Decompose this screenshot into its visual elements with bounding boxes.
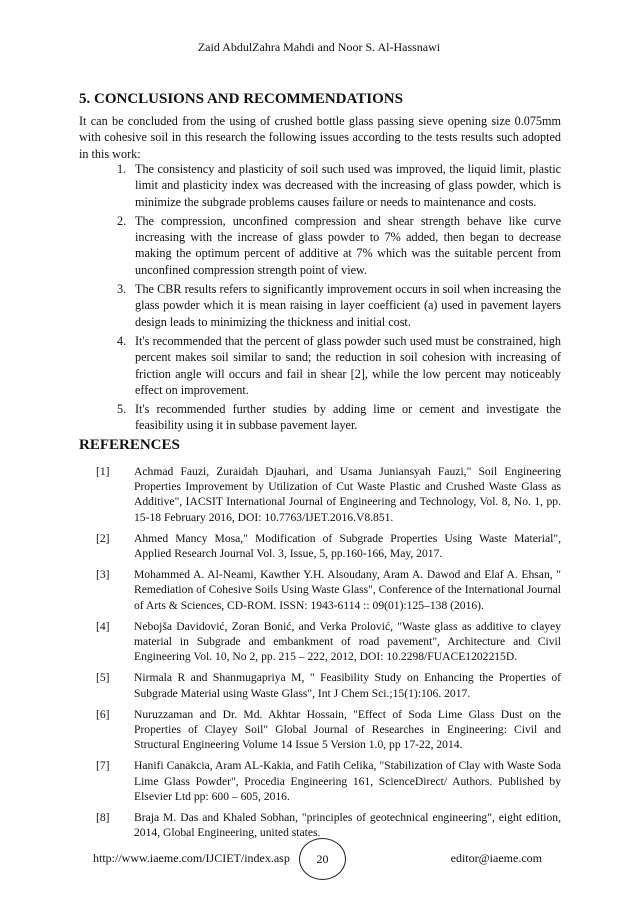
reference-item xyxy=(96,619,561,665)
section-heading-conclusions: 5. CONCLUSIONS AND RECOMMENDATIONS xyxy=(79,91,403,107)
conclusion-item xyxy=(117,213,561,278)
reference-text: Nuruzzaman and Dr. Md. Akhtar Hossain, "Effect of Soda Lime Glass Dust on the Properties of Clayey Soil" Global Journal of Researches in Engineering: Civil and Structural Engineering Volume 14 Issue 5 Version 1.0, pp 17-22, 2014. xyxy=(134,707,561,752)
journal-url-link[interactable]: http://www.iaeme.com/IJCIET/index.asp xyxy=(93,851,290,865)
reference-number: [6] xyxy=(96,707,110,721)
reference-item xyxy=(96,707,561,753)
conclusions-intro-paragraph: It can be concluded from the using of crushed bottle glass passing sieve opening size 0.075mm with cohesive soil in this research the following issues according to the tests results such adopted in this work: xyxy=(79,114,561,161)
reference-text: Mohammed A. Al-Neami, Kawther Y.H. Alsoudany, Aram A. Dawod and Elaf A. Ehsan, " Remediation of Cohesive Soils Using Waste Glass", Conference of the International Journal of Arts & Sciences, CD-ROM. ISSN: 1943-6114 :: 09(01):125–138 (2016). xyxy=(134,568,561,612)
conclusion-item xyxy=(117,333,561,398)
reference-item xyxy=(96,758,561,804)
reference-text: Ahmed Mancy Mosa," Modification of Subgrade Properties Using Waste Material", Applied Research Journal Vol. 3, Issue, 5, pp.160-166, May, 2017. xyxy=(134,531,561,561)
conclusion-text: The CBR results refers to significantly improvement occurs in soil when increasing the glass powder which it is mean raising in layer coefficient (a) used in pavement layers design leads to minimizing the thickness and initial cost. xyxy=(135,282,561,329)
reference-number: [2] xyxy=(96,531,110,545)
reference-number: [8] xyxy=(96,811,110,825)
reference-text: Achmad Fauzi, Zuraidah Djauhari, and Usama Juniansyah Fauzi," Soil Engineering Properties Improvement by Utilization of Cut Waste Plastic and Crushed Waste Glass as Additive", IACSIT International Journal of Engineering and Technology, Vol. 8, No. 1, pp. 15-18 February 2016, DOI: 10.7763/IJET.2016.V8.851. xyxy=(134,465,561,524)
page-footer xyxy=(0,838,638,878)
reference-text: Nebojša Davidović, Zoran Bonić, and Verka Prolović, "Waste glass as additive to clayey material in Subgrade and embankment of road pavement", Architecture and Civil Engineering Vol. 10, No 2, pp. 215 – 222, 2012, DOI: 10.2298/FUACE1202215D. xyxy=(134,619,561,664)
conclusion-number: 2. xyxy=(117,213,127,228)
page-number: 20 xyxy=(316,851,329,866)
reference-number: [1] xyxy=(96,465,110,478)
reference-number: [5] xyxy=(96,671,110,685)
running-header: Zaid AbdulZahra Mahdi and Noor S. Al-Hassnawi xyxy=(197,40,441,54)
reference-text: Nirmala R and Shanmugapriya M, " Feasibility Study on Enhancing the Properties of Subgrade Material using Waste Glass", Int J Chem Sci.;15(1):106. 2017. xyxy=(134,671,561,700)
reference-item xyxy=(96,810,561,840)
conclusion-number: 4. xyxy=(117,333,127,348)
reference-item xyxy=(96,464,561,525)
reference-text: Braja M. Das and Khaled Sobhan, "principles of geotechnical engineering", eight edition, 2014, Global Engineering, united states. xyxy=(134,811,561,840)
conclusion-text: It's recommended that the percent of glass powder such used must be constrained, high percent makes soil similar to sand; the reduction in soil cohesion with increasing of friction angle will occurs and fail in shear [2], while the low percent may noticeably effect on improvement. xyxy=(135,333,561,397)
conclusion-item xyxy=(117,281,561,330)
page-number-badge xyxy=(299,838,346,880)
section-heading-references: REFERENCES xyxy=(79,437,180,453)
reference-item xyxy=(96,531,561,561)
conclusion-text: It's recommended further studies by adding lime or cement and investigate the feasibility using it in subbase pavement layer. xyxy=(135,402,561,433)
conclusion-text: The compression, unconfined compression and shear strength behave like curve increasing with the increase of glass powder to 7% added, then began to decrease making the optimum percent of additive at 7% which was the suitable percent from unconfined compression strength point of view. xyxy=(135,213,561,277)
conclusion-item xyxy=(117,161,561,210)
conclusion-number: 1. xyxy=(117,162,127,176)
reference-text: Hanifi Canakcia, Aram AL-Kakia, and Fatih Celika, "Stabilization of Clay with Waste Soda Lime Glass Powder", Procedia Engineering 161, ScienceDirect/ Authors. Published by Elsevier Ltd pp: 600 – 605, 2016. xyxy=(134,759,561,803)
reference-item xyxy=(96,567,561,613)
conclusion-number: 5. xyxy=(117,402,127,417)
references-list xyxy=(96,464,561,846)
reference-item xyxy=(96,670,561,700)
reference-number: [3] xyxy=(96,568,110,582)
conclusion-item xyxy=(117,401,561,434)
reference-number: [7] xyxy=(96,759,110,773)
conclusion-number: 3. xyxy=(117,282,127,297)
reference-number: [4] xyxy=(96,619,110,633)
editor-email-link[interactable]: editor@iaeme.com xyxy=(450,851,542,865)
conclusion-text: The consistency and plasticity of soil such used was improved, the liquid limit, plastic limit and plasticity index was decreased with the increasing of glass powder, which is minimize the subgrade problems causes failure or needs to maintenance and costs. xyxy=(135,162,561,209)
conclusions-list xyxy=(117,161,561,437)
